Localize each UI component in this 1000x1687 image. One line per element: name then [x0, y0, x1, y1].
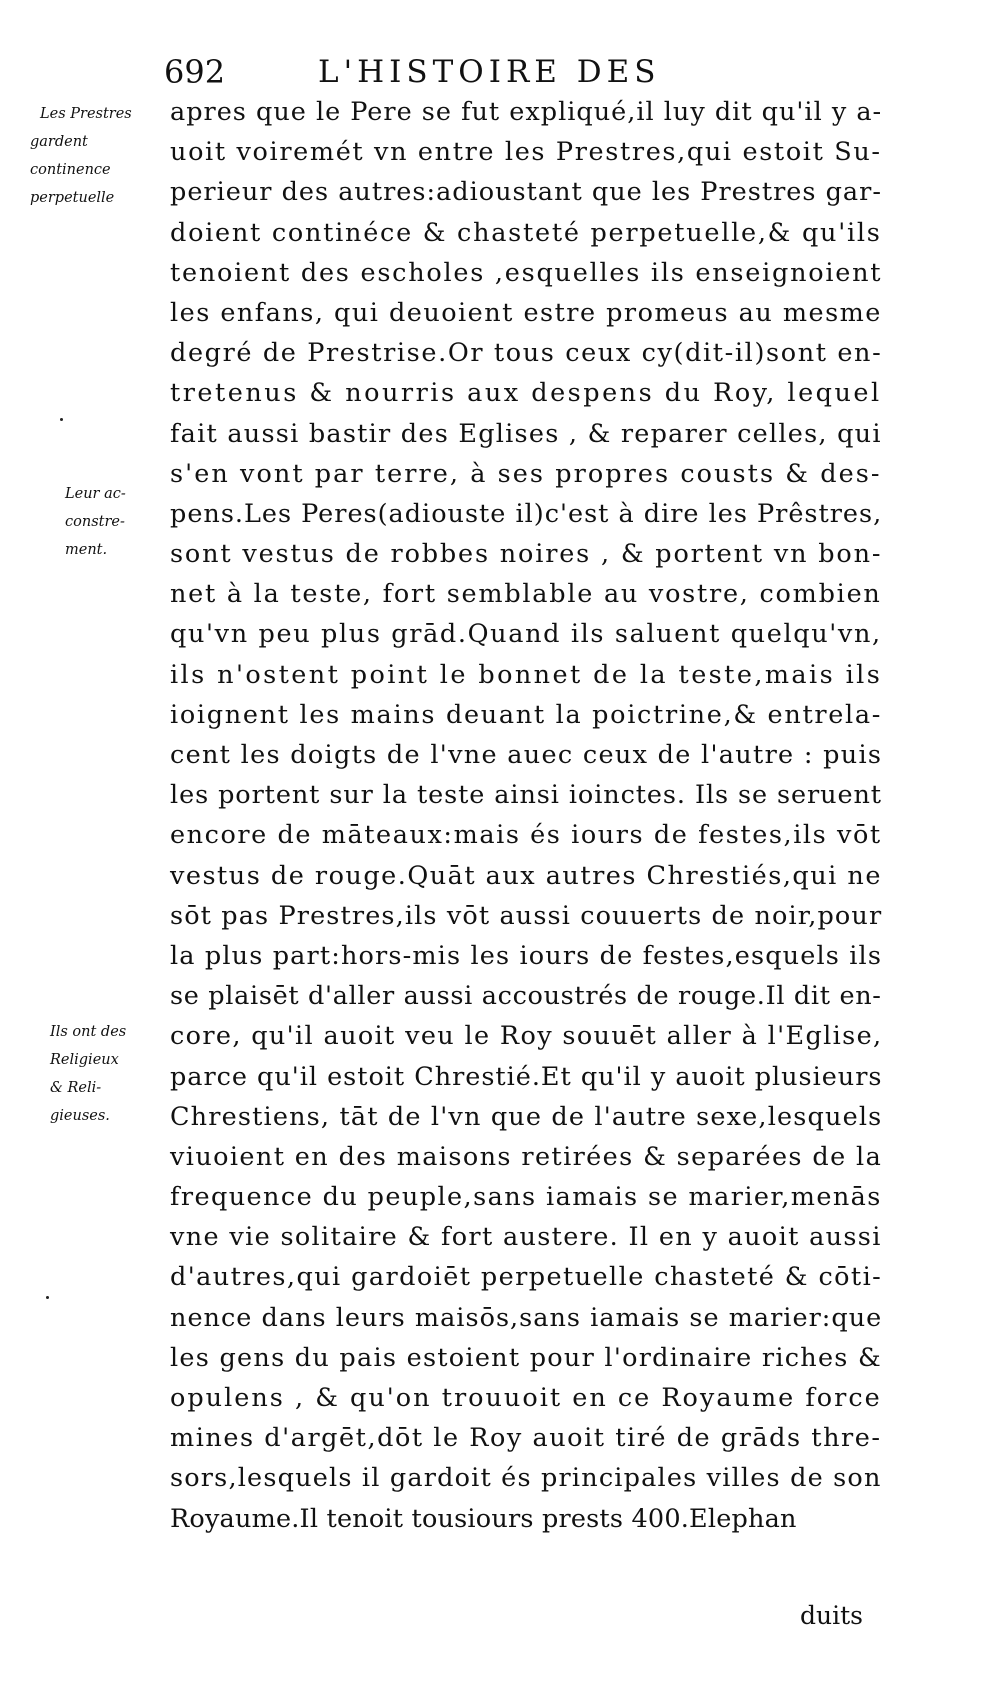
text-line: pens.Les Peres(adiouste il)c'est à dire les Prêstres, — [170, 498, 883, 529]
text-line: opulens , & qu'on trouuoit en ce Royaume force — [170, 1383, 882, 1413]
text-line: doient continéce & chasteté perpetuelle,& qu'ils — [170, 217, 882, 248]
catchword: duits — [800, 1601, 863, 1630]
text-line: vestus de rouge.Quāt aux autres Chrestiés,qui ne — [170, 860, 882, 891]
text-line: viuoient en des maisons retirées & separées de la — [170, 1141, 883, 1172]
margin-note-dress — [30, 480, 160, 564]
text-line: s'en vont par terre, à ses propres cousts & des- — [170, 458, 882, 489]
page-number: 692 — [164, 53, 226, 91]
text-line: sōt pas Prestres,ils vōt aussi couuerts de noir,pour — [170, 900, 883, 931]
margin-note-line: Les Prestres — [40, 106, 132, 122]
text-line: encore de māteaux:mais és iours de festes,ils vōt — [170, 820, 882, 851]
text-line: net à la teste, fort semblable au vostre, combien — [170, 579, 882, 610]
text-line: nence dans leurs maisōs,sans iamais se marier:que — [170, 1302, 883, 1333]
text-line: apres que le Pere se fut expliqué,il luy dit qu'il y a- — [170, 97, 883, 127]
margin-note-line: Leur ac- — [65, 486, 126, 502]
text-line: sont vestus de robbes noires , & portent vn bon- — [170, 539, 883, 570]
text-line: mines d'argēt,dōt le Roy auoit tiré de grāds thre- — [170, 1423, 882, 1454]
text-line: se plaisēt d'aller aussi accoustrés de rouge.Il dit en- — [170, 981, 882, 1012]
text-line: qu'vn peu plus grād.Quand ils saluent quelqu'vn, — [170, 619, 882, 650]
text-line: core, qu'il auoit veu le Roy souuēt aller à l'Eglise, — [170, 1021, 883, 1052]
running-head: L'HISTOIRE DES — [318, 54, 661, 90]
text-line: la plus part:hors-mis les iours de festes,esquels ils — [170, 940, 883, 971]
text-line: ioignent les mains deuant la poictrine,& entrela- — [170, 699, 883, 730]
margin-note-line: Religieux — [50, 1052, 119, 1068]
text-line: tenoient des escholes ,esquelles ils enseignoient — [170, 257, 883, 288]
margin-note-line: constre- — [65, 514, 125, 530]
text-line: tretenus & nourris aux despens du Roy, lequel — [170, 378, 882, 409]
margin-note-line: gardent — [30, 134, 88, 150]
text-line: les gens du pais estoient pour l'ordinaire riches & — [170, 1342, 882, 1373]
text-line: fait aussi bastir des Eglises , & reparer celles, qui — [170, 418, 882, 449]
text-line: vne vie solitaire & fort austere. Il en y auoit aussi — [170, 1222, 882, 1253]
text-line: Royaume.Il tenoit tousiours prests 400.Elephan — [170, 1503, 797, 1534]
text-line: parce qu'il estoit Chrestié.Et qu'il y auoit plusieurs — [170, 1061, 883, 1092]
text-line: sors,lesquels il gardoit és principales villes de son — [170, 1463, 882, 1494]
margin-note-religious — [30, 1018, 160, 1130]
text-line: Chrestiens, tāt de l'vn que de l'autre sexe,lesquels — [170, 1101, 883, 1132]
margin-note-priests — [30, 100, 160, 212]
ink-speck — [46, 1296, 49, 1299]
ink-speck — [60, 418, 63, 421]
margin-note-line: ment. — [65, 542, 108, 558]
body-text — [170, 92, 882, 1539]
text-line: ils n'ostent point le bonnet de la teste,mais ils — [170, 659, 883, 690]
margin-note-line: gieuses. — [50, 1108, 110, 1124]
text-line: degré de Prestrise.Or tous ceux cy(dit-il)sont en- — [170, 338, 883, 369]
text-line: uoit voiremét vn entre les Prestres,qui estoit Su- — [170, 137, 882, 168]
text-line: les portent sur la teste ainsi ioinctes. Ils se seruent — [170, 780, 882, 811]
text-line: cent les doigts de l'vne auec ceux de l'autre : puis — [170, 740, 883, 770]
page-header — [150, 50, 870, 94]
text-line: frequence du peuple,sans iamais se marier,menās — [170, 1182, 882, 1213]
margin-note-line: & Reli- — [50, 1080, 102, 1096]
margin-note-line: perpetuelle — [30, 190, 115, 206]
margin-note-line: Ils ont des — [50, 1024, 127, 1040]
text-line: les enfans, qui deuoient estre promeus au mesme — [170, 297, 882, 328]
text-line: d'autres,qui gardoiēt perpetuelle chasteté & cōti- — [170, 1262, 883, 1293]
text-line: perieur des autres:adioustant que les Prestres gar- — [170, 177, 882, 208]
margin-note-line: continence — [30, 162, 111, 178]
